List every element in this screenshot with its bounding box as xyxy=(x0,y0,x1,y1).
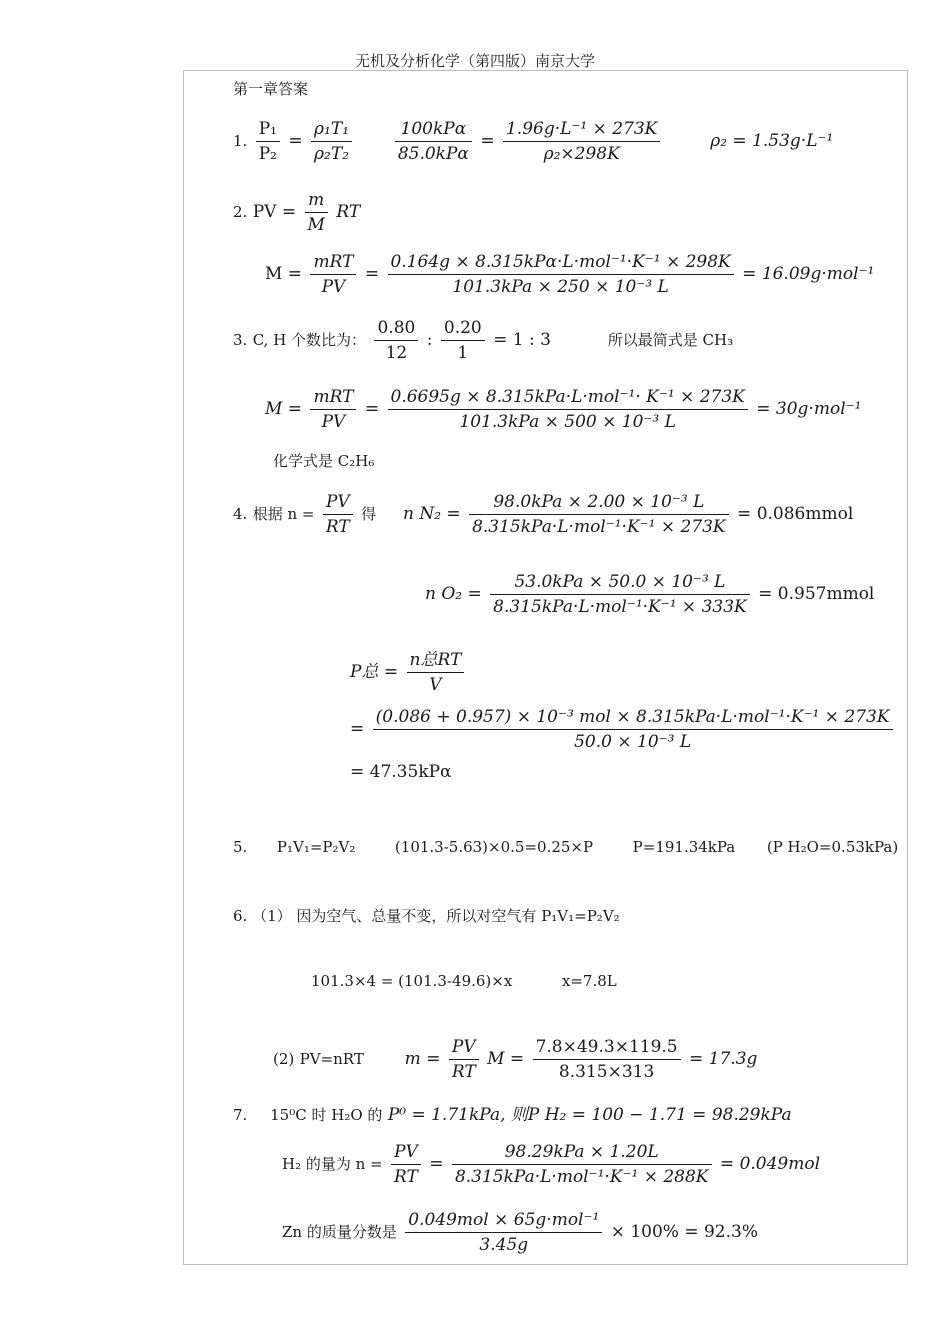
q1-frac-p: $\frac{\text{P₁}}{\text{P₂}}$ xyxy=(256,117,280,166)
q2-frac-mm: $\frac{m}{M}$ xyxy=(305,188,328,237)
question-5: 5. P₁V₁=P₂V₂ (101.3-5.63)×0.5=0.25×P P=191.34kPa (P H₂O=0.53kPa) xyxy=(233,838,899,856)
q3-molar-mass: M = $\frac{\text{mRT}}{PV}$ = $\frac{\text{0.6695g × 8.315kPa·L·mol⁻¹· K⁻¹ × 273K}}{\text{101.3kPa × 500 × 10⁻³ L}}$ = 30g·mol⁻¹ xyxy=(265,387,862,432)
q2-result: = 16.09g·mol⁻¹ xyxy=(742,264,875,284)
q1-frac-calc: $\frac{\text{1.96g·L⁻¹ × 273K}}{\text{ρ₂×298K}}$ xyxy=(503,117,660,166)
q4-n-n2: $\frac{\text{98.0kPa × 2.00 × 10⁻³ L}}{\text{8.315kPa·L·mol⁻¹·K⁻¹ × 273K}}$ xyxy=(469,490,729,539)
q4-ptotal-calc: = $\frac{\text{(0.086 + 0.957) × 10⁻³ mol × 8.315kPa·L·mol⁻¹·K⁻¹ × 273K}}{\text{50.0 × 10⁻³ L}}$ xyxy=(350,705,896,754)
q3-formula: 化学式是 C₂H₆ xyxy=(273,452,375,470)
q2-calc: $\frac{\text{0.164g × 8.315kPα·L·mol⁻¹·K⁻¹ × 298K}}{\text{101.3kPa × 250 × 10⁻³ L}}$ xyxy=(388,250,734,299)
q2-molar-mass: M = $\frac{\text{mRT}}{PV}$ = $\frac{\text{0.164g × 8.315kPα·L·mol⁻¹·K⁻¹ × 298K}}{\text{101.3kPa × 250 × 10⁻³ L}}$ = 16.09g·mol⁻¹ xyxy=(265,252,875,297)
chapter-title: 第一章答案 xyxy=(233,80,309,98)
question-3: 3. C, H 个数比为： $\frac{0.80}{12}$ : $\frac{0.20}{1}$ = 1 : 3 所以最简式是 CH₃ xyxy=(233,318,734,363)
q4-ptotal: P总 = $\frac{\text{n总RT}}{V}$ xyxy=(350,648,467,697)
q1-number: 1. xyxy=(233,132,248,150)
q3-calc: $\frac{\text{0.6695g × 8.315kPa·L·mol⁻¹· K⁻¹ × 273K}}{\text{101.3kPa × 500 × 10⁻³ L}}$ xyxy=(388,385,748,434)
question-1: 1. $\frac{\text{P₁}}{\text{P₂}}$ = $\frac{\text{ρ₁T₁}}{\text{ρ₂T₂}}$ $\frac{\text{100kPα}}{\text{85.0kPα}}$ = $\frac{\text{1.96g·L⁻¹ × 273K}}{\text{ρ₂×298K}}$ ρ₂ = 1.53g·L⁻¹ xyxy=(233,119,834,164)
q7-number: 7. xyxy=(233,1106,248,1124)
q1-frac-rho: $\frac{\text{ρ₁T₁}}{\text{ρ₂T₂}}$ xyxy=(311,117,352,166)
q2-number: 2. xyxy=(233,203,248,221)
q4-number: 4. xyxy=(233,505,248,523)
q6-eq1: 101.3×4 = (101.3-49.6)×x x=7.8L xyxy=(311,972,617,990)
q6-part2: (2) PV=nRT m = $\frac{PV}{RT}$ M = $\frac{7.8\times 49.3\times 119.5}{8.315\times 313}$ = 17.3g xyxy=(273,1037,758,1082)
q6-calc: $\frac{7.8\times 49.3\times 119.5}{8.315\times 313}$ xyxy=(533,1035,681,1084)
q7-calc: $\frac{\text{98.29kPa × 1.20L}}{\text{8.315kPa·L·mol⁻¹·K⁻¹ × 288K}}$ xyxy=(452,1140,712,1189)
page-header: 无机及分析化学（第四版）南京大学 xyxy=(354,52,595,70)
q4-ptotal-result: = 47.35kPα xyxy=(350,762,452,782)
q1-result: ρ₂ = 1.53g·L⁻¹ xyxy=(710,131,834,151)
q5-number: 5. xyxy=(233,838,248,856)
question-4: 4. 根据 n = $\frac{PV}{RT}$ 得 n N₂ = $\frac{\text{98.0kPa × 2.00 × 10⁻³ L}}{\text{8.315kPa·L·mol⁻¹·K⁻¹ × 273K}}$ = 0.086mmol xyxy=(233,492,854,537)
q1-frac-kpa: $\frac{\text{100kPα}}{\text{85.0kPα}}$ xyxy=(395,117,472,166)
q3-number: 3. xyxy=(233,331,248,349)
question-6: 6. （1） 因为空气、总量不变，所以对空气有 P₁V₁=P₂V₂ xyxy=(233,907,620,925)
q6-number: 6. xyxy=(233,907,248,925)
q4-n-o2-row: n O₂ = $\frac{\text{53.0kPa × 50.0 × 10⁻³ L}}{\text{8.315kPa·L·mol⁻¹·K⁻¹ × 333K}}$ = 0.957mmol xyxy=(425,572,875,617)
question-7: 7. 15⁰C 时 H₂O 的 P⁰ = 1.71kPa, 则P H₂ = 100 − 1.71 = 98.29kPa xyxy=(233,1105,792,1125)
question-2: 2. PV = $\frac{m}{M}$ RT xyxy=(233,190,361,235)
q7-h2-amount: H₂ 的量为 n = $\frac{PV}{RT}$ = $\frac{\text{98.29kPa × 1.20L}}{\text{8.315kPa·L·mol⁻¹·K⁻¹ × 288K}}$ = 0.049mol xyxy=(282,1142,821,1187)
q7-zn-fraction: Zn 的质量分数是 $\frac{\text{0.049mol × 65g·mol⁻¹}}{3.45g}$ × 100% = 92.3% xyxy=(282,1210,758,1255)
q4-n-o2: $\frac{\text{53.0kPa × 50.0 × 10⁻³ L}}{\text{8.315kPa·L·mol⁻¹·K⁻¹ × 333K}}$ xyxy=(490,570,750,619)
